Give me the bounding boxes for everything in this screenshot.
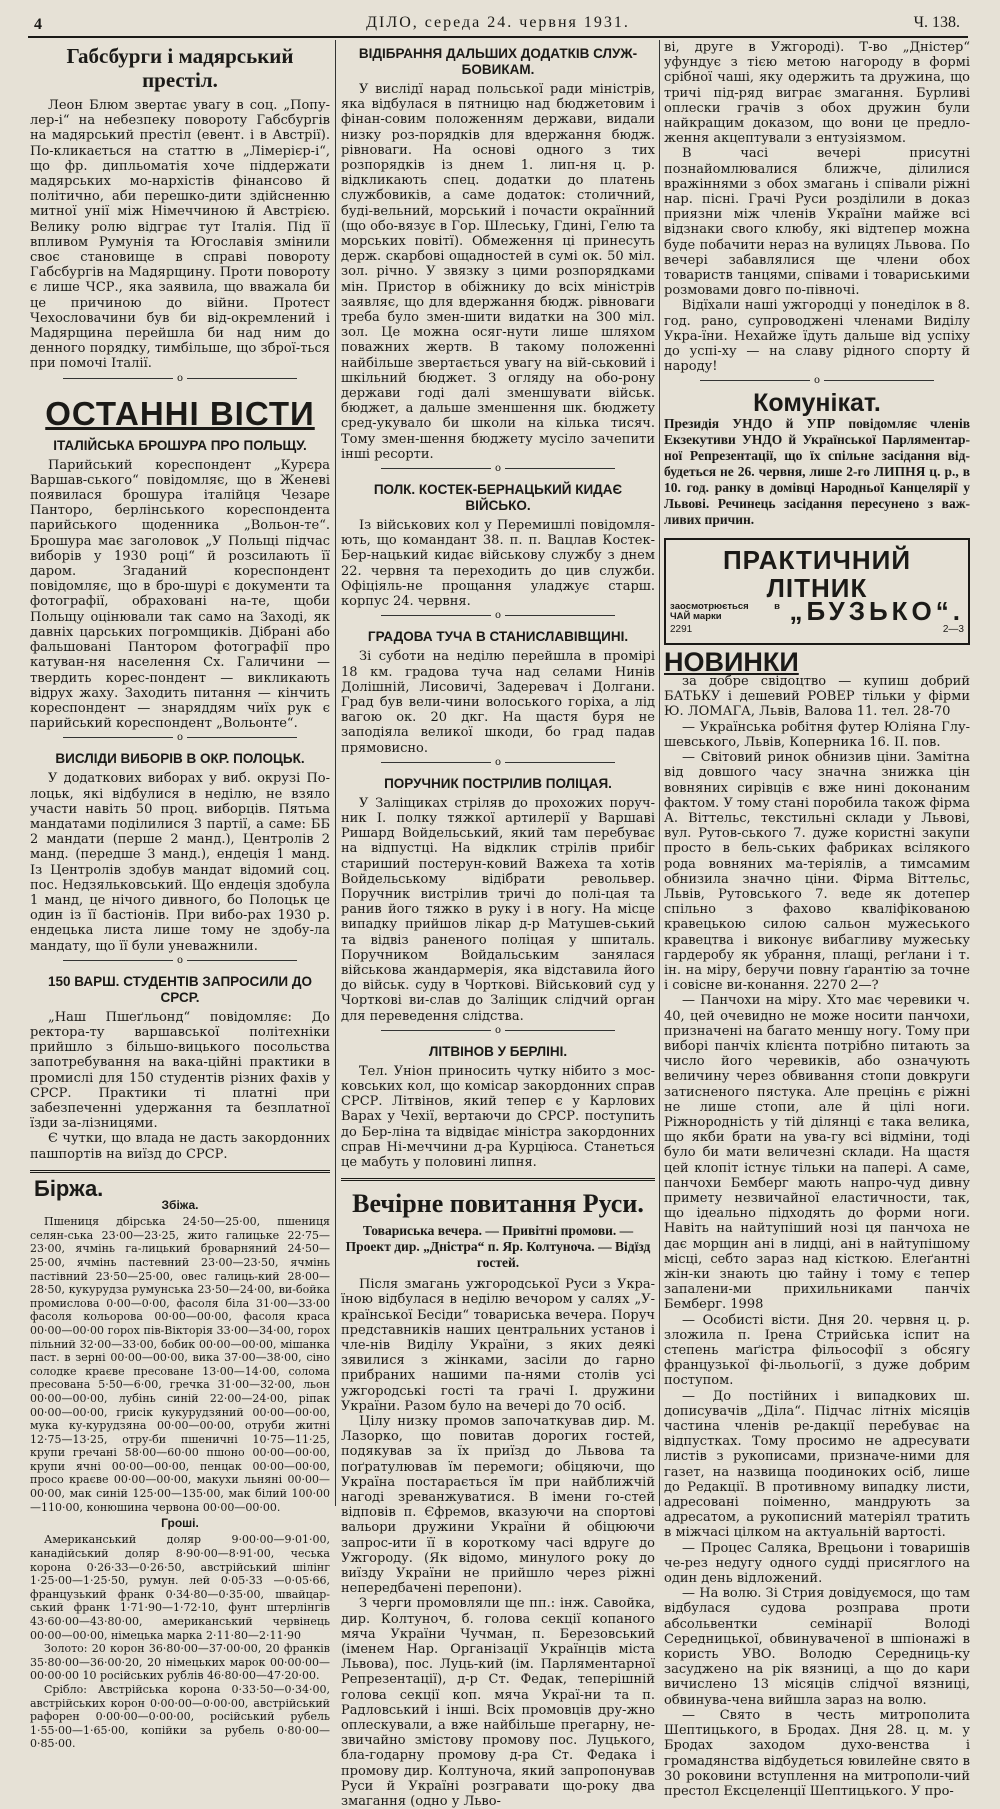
article-lieutenant: У Заліщиках стріляв до прохожих поруч-ник І. полку тяжкої артилерії у Варшаві Ришард Войдельський, який там перебуває на відпустці. На відклик стрілів прибіг стариший постерун-ковий Важеха та хотів Войдельському відібрати револьвер. Поручник вистрілив тричі до полі-цая та ранив його тяжко в руку і в ногу. На місце випадку прийшов лікар д-р Матушев-ський та відвіз раненого поліцая у шпиталь. Поручником Войдальським занялася військова жандармерія, яка відставила його до військ. суду в Чорткові. Військовий суд у Чорткові ви-слав до Заліщик слідчий орган для переведення слідства.: [341, 795, 655, 1024]
ad-small-text: зaoсмотрюється в ЧАЙ марки: [670, 600, 780, 622]
news-item-trial: — Процес Саляка, Врецьони і товаришів че-рез недугу одного судді присяглого на один день відложений.: [664, 1540, 970, 1587]
ad-brand: „БУЗЬКО“.: [789, 596, 964, 627]
article-evening-cont-2: В часі вечері присутні познайомлювалися ближче, ділилися вражіннями з обох змагань і співали ріжні нар. пісні. Грачі Руси розділили в доказ приязни між членів України майже всі відзнаки свого клюбу, які відтепер можна буде побачити нераз на вулицях Львова. По вечері забавлялися ще члени обох товариств танцями, співами і товариськими розмовами довго по-півночі.: [664, 146, 970, 299]
separator: o: [341, 609, 655, 623]
article-habsburg: Леон Блюм звертає увагу в соц. „Попу-лер-і“ на небезпеку повороту Габсбургів на мадярський престіл (евент. і в Австрії). По-кликається на статтю в „Лімерієр-і“, що фр. дипльоматія хоче піддержати мадярських мо-нархістів фінансово й політично, аби перешко-дити здійсненню митної унії між Німеччиною й Австрією. Велику ролю відграє тут Італія. Під її впливом Румунія та Югославія змінили своє становище в справі повороту Габсбургів на Мадярщину. Проти повороту є лише ЧСР., яка заявила, що вважала би це причиною до війни. Протест Чехословачини був би від-окремлений і Мадярщина перейшла би над ним до денного порядку, тимбільше, що зброї-ться при помочі Італії.: [30, 98, 330, 372]
article-allowances: У вислідї нарад польської ради міністрів, яка відбулася в пятницю над бюджетовим і фінан-совим положенням держави, видали низку роз-порядків для вдержання бюдж. рівноваги. На основі одного з тих розпорядків із днем 1. лип-ня ц. р. відкликають спец. додатки до платень службовиків, а саме додаток: столичний, буді-вельний, морський і почасти окраїнний (що обо-вязує в Гор. Шлеську, Гдині, Гелю та морських повітї). Обмеження ці принесуть держ. скарбові ощадностей в сумі ок. 50 міл. зол. річно. У звязку з цими розпорядками мін. Пристор в обіжнику до всіх міністрів заявляє, що для вдержання бюдж. рівноваги треба було змен-шити видатки на 300 міл. зол. Це можна осяг-нути лише шляхом поважних жертв. В такому положенні найбільше звертається увагу на вій-ськовий і шкільний бюджет. З огляду на обо-рону держави годі далі зменшувати військ. бюджет, а дальше зменшення шк. бюджету сред-укувало би школи на кілька тисяч. Тому змен-шення бюджету мусіло зачепити інші ресорти.: [341, 82, 655, 462]
paper-dateline: ДІЛО, середа 24. червня 1931.: [366, 14, 630, 31]
exchange-silver: Срібло: Австрійська корона 0·33·50—0·34·00, австрійських корон 0·00·00—0·00·00, австрійський рафорен 0·00·00—0·00·00, російський рубель 1·55·00—1·65·00, копійки за рубель 0·80·00—0·85·00.: [30, 1682, 330, 1751]
separator: o: [30, 954, 330, 968]
headline-italian-brochure: ІТАЛІЙСЬКА БРОШУРА ПРО ПОЛЬЩУ.: [53, 437, 307, 453]
separator: o: [30, 731, 330, 745]
double-rule: [30, 1170, 330, 1173]
headline-communique: Комунікат.: [753, 389, 881, 418]
headline-kostek: ПОЛК. КОСТЕК-БЕРНАЦЬКИЙ КИДАЄ ВІЙСЬКО.: [373, 482, 623, 514]
headline-evening-greeting: Вечірне повитання Руси.: [352, 1189, 644, 1219]
column-1: [30, 40, 330, 1751]
subhead-grain: Збіжа.: [161, 1197, 199, 1212]
exchange-gold: Золото: 20 корон 36·80·00—37·00·00, 20 франків 35·80·00—36·00·20, 20 німецьких марок 00·00·00—00·00·00 10 російських рублів 46·80·00—47·20·00.: [30, 1642, 330, 1683]
section-latest-news: ОСТАННІ ВІСТИ: [45, 394, 315, 432]
news-item-personal: — Особисті вісти. Дня 20. червня ц. р. зложила п. Ірена Стрийська іспит на степень маґістра фільософії з обсягу французької фі-льольогії, з дуже добрим поступом.: [664, 1312, 970, 1389]
exchange-money-rates: Американський доляр 9·00·00—9·01·00, канадійський доляр 8·90·00—8·91·00, чеська корона 0·26·33—0·26·50, австрійський шілінг 1·25·00—1·25·50, румун. лей 0·05·33 —0·05·66, французький франк 0·34·80—0·35·00, швайцар-ський франк 1·71·90—1·72·10, фунт штерлінгів 43·60·00—43·80·00, американський червінець 00·00—00·00, німецька марка 2·11·80—2·11·90: [30, 1533, 330, 1642]
news-item-sheptytsky: — Свято в честь митрополита Шептицького, в Бродах. Дня 28. ц. м. у Бродах заходом духо-венства і громадянства відбудеться ювилейне свято в 30 роковини вступлення на митрополи-чий престол Ексцеленції Шептицького. У про-: [664, 1707, 970, 1799]
news-item-bicycle: за добре свідоцтво — купиш добрий БАТЬКУ і дешевий РОВЕР тільки у фірми Ю. ЛОМАГА, Львів, Валова 11. тел. 28-70: [664, 674, 970, 720]
headline-polotsk-elections: ВИСЛІДИ ВИБОРІВ В ОКР. ПОЛОЦЬК.: [55, 751, 305, 767]
page-number: 4: [34, 16, 42, 33]
ad-code-right: 2—3: [942, 623, 964, 635]
article-litvinov: Тел. Уніон приносить чутку нібито з мос-ковських кол, що комісар закордонних справ СРСР. Літвінов, який тепер є у Карлових Варах у Чехії, вертаючи до СРСР. поступить до Бер-ліна та відвідає міністра закордонних справ Ні-меччини д-ра Курціюса. Станеться це мабуть у половині липня.: [341, 1063, 655, 1170]
article-evening-3: З черги промовляли ще пп.: інж. Савойка, дир. Колтуноч, б. голова секції копаного мяча України Чучман, п. Березовський (іменем Нар. Організації Українців міста Львова), пос. Луць-кий (ім. Парляментарної Репрезентації), д-р Ст. Федак, теперішній голова секції коп. мяча Украї-ни та п. Радловський і інші. Всіх промовців дру-жно оплескували, а вже найбільше прегарну, не-звичайно змістову промову пос. Луцького, бла-годарну промову д-ра Ст. Федака і промову дир. Колтуноча, який запропонував Руси й Україні розгравати що-року два змагання (одно у Льво-: [341, 1596, 655, 1809]
article-evening-cont-3: Відїхали наші ужгородці у понеділок в 8. год. рано, супроводжені членами Виділу Укра-їни. Нехайже їдуть дальше від успіху до успі-ху — на славу рідного спорту й народу!: [664, 298, 970, 375]
separator: o: [664, 374, 970, 388]
column-rule-2: [659, 40, 660, 1506]
news-item-world-market: — Світовий ринок обнизив ціни. Замітна від довшого часу значна знижка цін вовняних сирівців є вже нині доконаним фактом. У тому стані поробила також фірма А. Віттельс, текстильні склади у Львові, вул. Рутов-ського 7. дуже користні закупи просто в бель-ських фабриках всілякого рода вовняних ма-теріялів, а тимсамим обнизила значно ціни. Фірма Віттельс, Львів, Рутовського 7. веде як дотепер спільно з фахово кваліфікованою кравецькою силою сальон мужеського кравецтва і виконує вибагливу мужеську гардеробу як убрання, плащі, реґлани і т. ін. на міру, беручи повну ґарантію за точне і совісне ви-конання. 2270 2—?: [664, 750, 970, 994]
separator: o: [341, 1024, 655, 1038]
headline-litvinov: ЛІТВІНОВ У БЕРЛІНІ.: [428, 1043, 568, 1059]
headline-students: 150 ВАРШ. СТУДЕНТІВ ЗАПРОСИЛИ ДО СРСР.: [48, 973, 312, 1005]
lede-evening-greeting: Товариська вечера. — Привітні промови. — Проект дир. „Дністра“ п. Яр. Колтуноча. — Відїзд гостей.: [345, 1223, 651, 1271]
news-item-contributors: — До постійних і випадкових ш. дописувачів „Діла“. Підчас літніх місяців частина членів ре-дакції перебуває на відпустках. Тому просимо не адресувати листів з рукописами, призначе-ними для газет, на назвища поодиноких осіб, лише до Редакції. В противному випадку листи, адресовані поіменно, мандрують за адресатом, а рукописний матеріял тратить в міжчасі цілком на актуальній вартості.: [664, 1388, 970, 1541]
column-rule-1: [335, 40, 336, 1506]
column-2: [341, 40, 655, 1809]
headline-habsburg: Габсбурги і мадярський престіл.: [66, 44, 294, 92]
article-kostek: Із військових кол у Перемишлі повідомля-ють, що командант 38. п. п. Вацлав Костек-Бер-нацький кидає військову службу з днем 22. червня та переходить до цив служби. Офіціяль-не прощання уладжує старш. корпус 24. червня.: [341, 518, 655, 610]
headline-allowances: ВІДІБРАННЯ ДАЛЬШИХ ДОДАТКІВ СЛУЖ-БОВИКАМ.: [358, 46, 638, 77]
ad-headline: ПРАКТИЧНИЙ ЛІТНИК: [722, 544, 912, 603]
article-evening-2: Цілу низку промов започаткував дир. М. Лазорко, що повитав дорогих гостей, подякував за їх приїзд до Львова та поґратулював їм перемоги; обіцяючи, що Україна постарається їм при найближчій нагоді зреванжуватися. В імени го-стей відповів п. Єфремов, вказуючи на спортові вальори дружини України й обіцюючи запрос-ити її в короткому часі вдруге до Ужгороду. (Як відомо, минулого року до виїзду України не прийшло через ріжні непередбачені перепони).: [341, 1414, 655, 1597]
headline-hail: ГРАДОВА ТУЧА В СТАНИСЛАВІВЩИНІ.: [367, 629, 629, 645]
page-header: [28, 10, 968, 38]
issue-number: Ч. 138.: [913, 14, 960, 31]
article-italian-brochure: Парийський кореспондент „Курєра Варшав-ського“ повідомляє, що в Женеві появилася брошура італійця Чезаре Панторо, берлінського кореспондента парийського щоденника „Вольон-те“. Брошура має заголовок „У Польщі підчас виборів у 1930 році“ й розсилають її даром. Згаданий кореспондент повідомляє, що в бро-шурі є документи та фотографії, обраховані на-те, щоби Польщу оцінювали так само на Заході, як давніх царських погромщиків. Дібрані або фальшовані Пантором фотографії про катуван-ня населення Сх. Галичини — твердить корес-пондент — викликають відрух жаху. Заходить питання — кінчить кореспондент — знаряддям чиїх рук є парийський кореспондент „Вольонте“.: [30, 457, 330, 732]
ad-code-left: 2291: [670, 623, 693, 635]
separator: o: [341, 462, 655, 476]
subhead-money: Гроші.: [161, 1516, 199, 1531]
separator: o: [341, 756, 655, 770]
separator: o: [30, 372, 330, 386]
article-students-2: Є чутки, що влада не дасть закордонних пашпортів на виїзд до СРСР.: [30, 1131, 330, 1162]
headline-lieutenant: ПОРУЧНИК ПОСТРІЛИВ ПОЛІЦАЯ.: [384, 775, 612, 791]
article-hail: Зі суботи на неділю перейшла в промірі 18 км. градова туча над селами Нинів Долішній, Лисовичі, Задеревач і Долгани. Град був вели-чини волоського горіха, а лід вагою ок. 20 дкг. На щастя буря не заподіяла великої шкоди, бо град падав прямовисно.: [341, 649, 655, 756]
section-exchange: Біржа.: [34, 1175, 104, 1201]
news-item-stockings: — Панчохи на міру. Хто має черевики ч. 40, цей очевидно не може носити панчохи, призначені на багато меншу ногу. Тому при виборі панчіх клієнта потрібно питають за число його черевиків, або означують величину через обвивання стопи довкруги затисненого пястука. Але прецінь є ріжні не лише стопи, але й цілі ноги. Ріжнородність у тій ділянці є така велика, що якби брати на ува-гу всі відміни, тоді було би мати величезні склади. На щастя цей клопіт істнує тільки на папері. А саме, панчохи Бемберг мають напро-чуд дивну примету незвичайної еластичности, так, що ідеально підходять до форми ноги. Навіть на найтупіший нозі ця панчоха не дає морщин ані в лидці, ані в найтупішому місці, себто зараз над кісткою. Елеґантні жін-ки знають цю тайну і тому є тепер запалени-ми прихильниками панчіх Бемберг. 1998: [664, 993, 970, 1313]
advertisement-tea: [664, 538, 970, 645]
article-evening-cont-1: ві, друге в Ужгороді). Т-во „Дністер“ уфундує з тією метою нагороду в формі срібної чаші, яку одержить та дружина, що тричі під-ряд виграє змагання. Бурливі оплески грачів з обох дружин були найкращим доказом, що вони це предло-ження акцептували з ентузіязмом.: [664, 40, 970, 147]
news-item-released: — На волю. Зі Стрия довідуємося, що там відбулася судова розправа проти абсольвентки семінарії Володі Середницької, обвинуваченої в шпіонажі в користь УВО. Володю Середниць-ку засуджено на рік вязниці, а що до кари вичислено 13 місяців слідчої вязниці, обвинува-чена вийшла зараз на волю.: [664, 1586, 970, 1708]
section-news: НОВИНКИ: [664, 646, 799, 677]
column-3: [664, 40, 970, 1799]
article-polotsk-elections: У додаткових виборах у виб. окрузі По-лоцьк, які відбулися в неділю, не взяло участи навіть 50 проц. виборців. Пятьма мандатами поділилися 3 партії, а саме: ББ 2 мандати (перше 2 манд.), Центролів 2 манд. (передше 3 манд.), ендеція 1 манд. Із Центролів здобув мандат відомий соц. пос. Недзяльковський. Що ендеція здобула 1 манд, це нічого дивного, бо Полоцьк це один із її бастіонів. При вибо-рах 1930 р. ендецька листа лише тому не здобу-ла мандату, що її були уневажнили.: [30, 771, 330, 954]
article-evening-1: Після змагань ужгородської Руси з Укра-їною відбулася в неділю вечором у салях „У-країнської Бесіди“ товариська вечера. Поруч представників наших центральних установ і чле-нів Виділу України, з яких деякі зявилися з жінками, засіли до гарно прибраних нашими па-нями столів усі ужгородські гості та грачі І. дружини України. Разом було на вечері до 70 осіб.: [341, 1277, 655, 1414]
exchange-grain-prices: Пшениця дбірська 24·50—25·00, пшениця селян-ська 23·00—23·25, жито галицьке 22·75—23·00, ячмінь га-лицький броварняний 24·50—25·00, ячмінь пастевний 23·00—23·50, ячмінь пастівний 23·50—25·00, овес галиць-кий 28·00—28·50, кукурудза румунська 23·50—24·00, ви-бойка промислова 0·00—0·00, фасоля біла 31·00—33·00 фасоля кольорова 00·00—00·00, фасоля краса 00·00—00·00 горох пів-Вікторія 33·00—34·00, горох пільний 32·00—33·00, бобик 00·00—00·00, мішанка паст. в зерні 00·00—00·00, вика 37·00—38·00, сіно солодке краєве пресоване 13·00—14·00, солома пресована 5·50—6·00, гречка 31·00—32·00, льон 00·00—00·00, лубінь синій 22·00—24·00, ріпак 00·00—00·00, грисік кукурудзяний 00·00—00·00, мука ку-курудзяна 00·00—00·00, отруби житні 12·75—13·25, отру-би пшеничні 10·75—11·25, крупи гречані 58·00—60·00 пшоно 00·00—00·00, крупи ячні 00·00—00·00, пенцак 00·00—00·00, просо краєве 00·00—00·00, макухи льняні 00·00—00·00, мак синій 125·00—135·00, мак білий 100·00—110·00, конюшина червона 00·00—00·00.: [30, 1215, 330, 1514]
double-rule: [341, 1178, 655, 1181]
communique-text: Президія УНДО й УПР повідомляє членів Екзекутиви УНДО й Української Парляментар-ної Репрезентації, що їх спільне засідання від-будеться не 26. червня, лише 2-го ЛИПНЯ ц. р., в 10. год. ранку в домівці Народньої Канцелярії у Львові. Речинець засідання пересунено з важ-ливих причин.: [664, 415, 970, 527]
article-students-1: „Наш Пшеґльонд“ повідомляє: До ректора-ту варшавської політехніки прийшло з більшо-вицького посольства запотребування на вака-ційні практики в промислі для 150 студентів різних фахів у СРСР. Практики ті платні при забезпеченні удержання та безплатної їзди за-лізницями.: [30, 1009, 330, 1132]
news-item-furrier: — Українська робітня футер Юліяна Глу-шевського, Львів, Коперника 16. II. пов.: [664, 719, 970, 750]
